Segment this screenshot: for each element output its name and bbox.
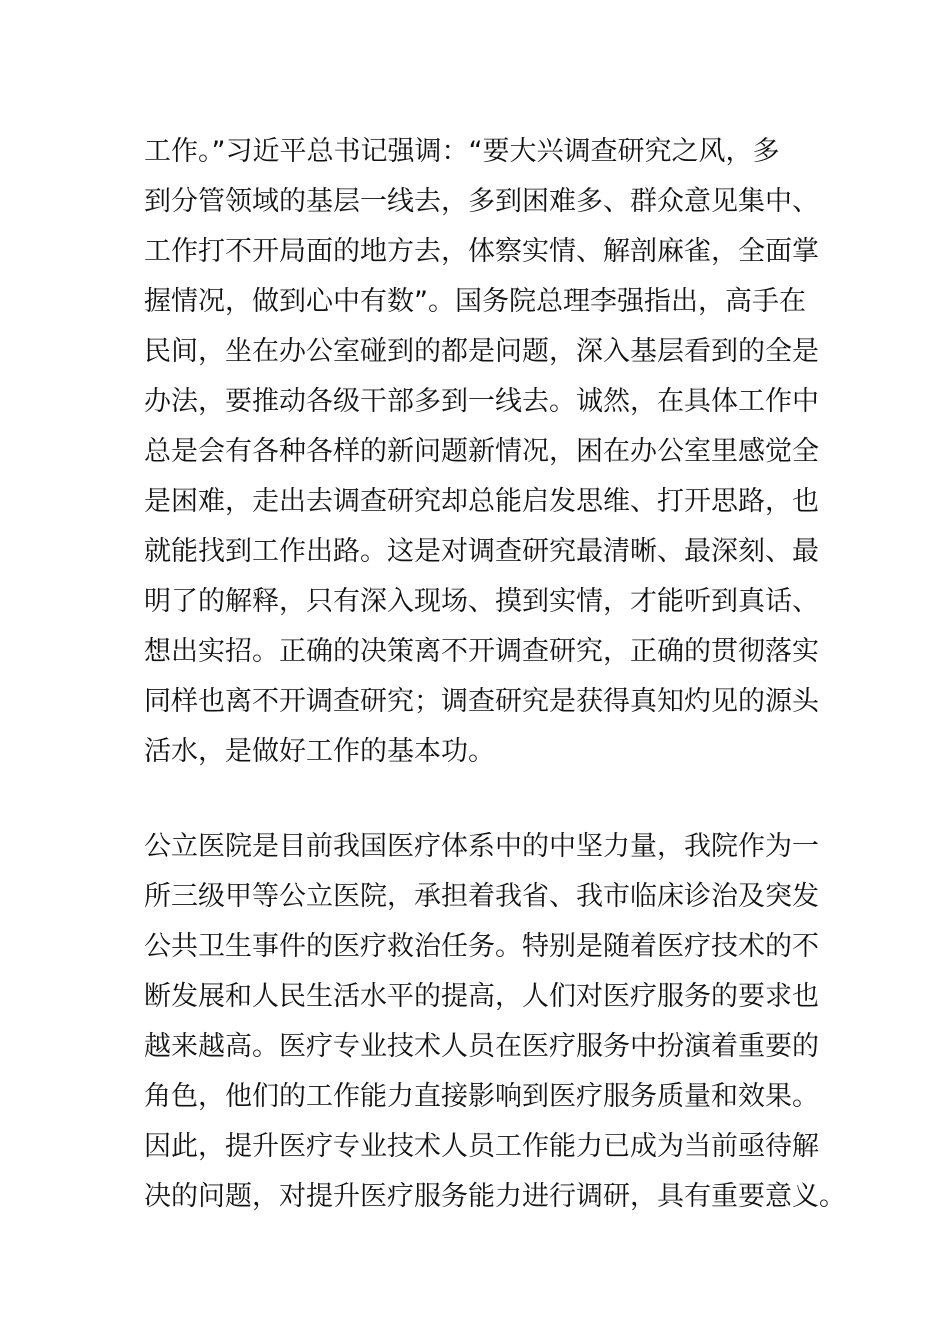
text-line: 公立医院是目前我国医疗体系中的中坚力量，我院作为一 [144,831,819,862]
text-line: 握情况，做到心中有数”。国务院总理李强指出，高手在 [144,286,806,317]
text-line: 工作。”习近平总书记强调：“要大兴调查研究之风，多 [144,136,780,167]
paragraph-research-importance [144,127,819,777]
text-line: 角色，他们的工作能力直接影响到医疗服务质量和效果。 [144,1081,819,1112]
text-line: 因此，提升医疗专业技术人员工作能力已成为当前亟待解 [144,1131,819,1162]
text-line: 办法，要推动各级干部多到一线去。诚然，在具体工作中 [144,386,819,417]
text-line: 所三级甲等公立医院，承担着我省、我市临床诊治及突发 [144,881,819,912]
text-line: 公共卫生事件的医疗救治任务。特别是随着医疗技术的不 [144,931,819,962]
text-line: 就能找到工作出路。这是对调查研究最清晰、最深刻、最 [144,536,819,567]
text-line: 断发展和人民生活水平的提高，人们对医疗服务的要求也 [144,981,819,1012]
text-line: 总是会有各种各样的新问题新情况，困在办公室里感觉全 [144,436,819,467]
text-line: 明了的解释，只有深入现场、摸到实情，才能听到真话、 [144,586,819,617]
text-line: 活水，是做好工作的基本功。 [144,736,495,767]
text-line: 民间，坐在办公室碰到的都是问题，深入基层看到的全是 [144,336,819,367]
text-line: 同样也离不开调查研究；调查研究是获得真知灼见的源头 [144,686,819,717]
text-line: 越来越高。医疗专业技术人员在医疗服务中扮演着重要的 [144,1031,819,1062]
text-line: 是困难，走出去调查研究却总能启发思维、打开思路，也 [144,486,819,517]
text-line: 工作打不开局面的地方去，体察实情、解剖麻雀，全面掌 [144,236,819,267]
text-line: 决的问题，对提升医疗服务能力进行调研，具有重要意义。 [144,1181,846,1212]
text-line: 想出实招。正确的决策离不开调查研究，正确的贯彻落实 [144,636,819,667]
text-line: 到分管领域的基层一线去，多到困难多、群众意见集中、 [144,186,819,217]
paragraph-public-hospital [144,822,846,1222]
